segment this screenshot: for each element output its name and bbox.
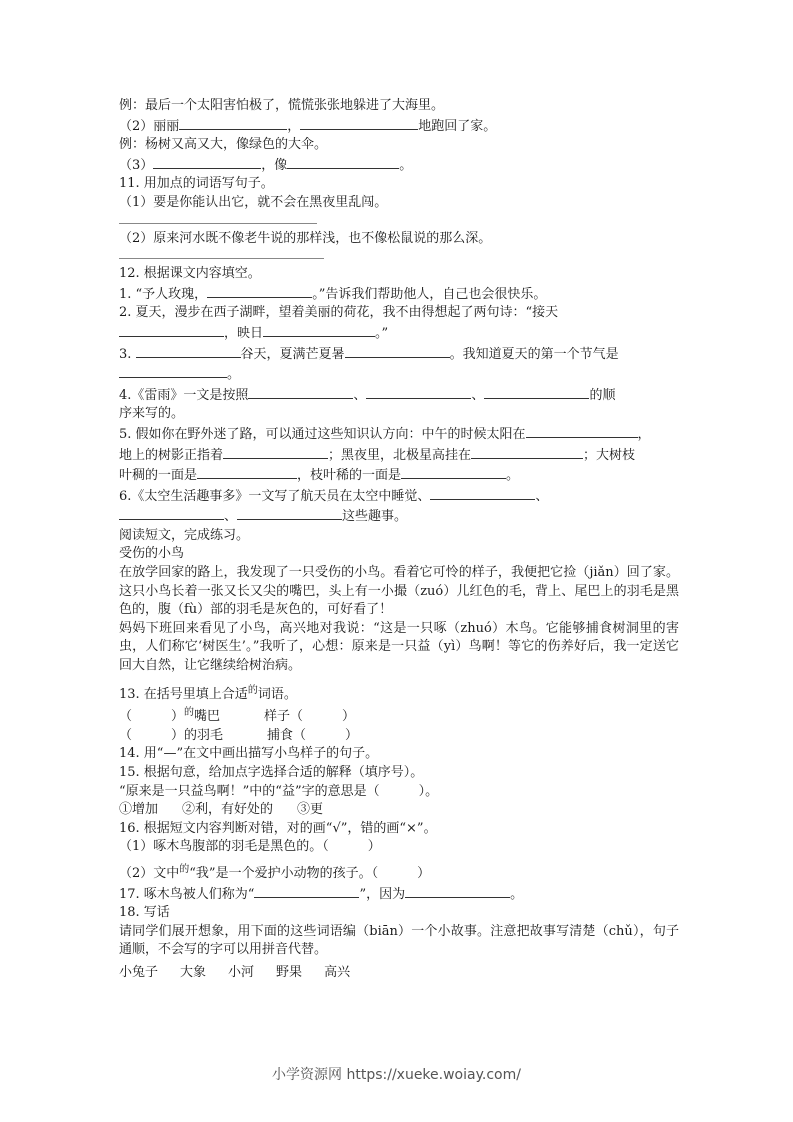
answer-blank[interactable] xyxy=(430,486,535,500)
answer-blank[interactable] xyxy=(207,284,312,298)
answer-blank[interactable] xyxy=(136,344,241,358)
passage-paragraph-1: 在放学回家的路上，我发现了一只受伤的小鸟。看着它可怜的样子，我便把它捡（jiǎn）回了家。这只小鸟长着一张又长又尖的嘴巴，头上有一小撮（zuó）儿红色的毛，背上、尾巴上的羽毛是黑色的，腹（fù）部的羽毛是灰色的，可好看了！ xyxy=(119,565,679,618)
q12-1: 1. “予人玫瑰， 。”告诉我们帮助他人，自己也会很快乐。 xyxy=(119,284,679,305)
option-2: ②利，有好处的 xyxy=(182,802,274,818)
answer-blank[interactable] xyxy=(345,344,450,358)
word-item: 野果 xyxy=(276,964,303,980)
q15-question: “原来是一只益鸟啊！”中的“益”字的意思是（ ）。 xyxy=(119,783,439,799)
q12-5-line3: 叶稠的一面是 ，枝叶稀的一面是 。 xyxy=(119,465,679,486)
answer-line[interactable] xyxy=(119,213,317,224)
q12-2-line2: ，映日 。” xyxy=(119,323,679,344)
q16-item-2: （2）文中$^的$“我”是一个爱护小动物的孩子。（ ） xyxy=(119,863,431,881)
q11-title: 11. 用加点的词语写句子。 xyxy=(119,176,274,192)
q12-6: 6.《太空生活趣事多》一文写了航天员在太空中睡觉、 、 xyxy=(119,486,679,507)
q11-item-2: （2）原来河水既不像老牛说的那样浅，也不像松鼠说的那么深。 xyxy=(119,230,492,246)
answer-blank[interactable] xyxy=(287,155,399,169)
q12-2-line1: 2. 夏天，漫步在西子湖畔，望着美丽的荷花，我不由得想起了两句诗：“接天 xyxy=(119,305,559,321)
q15-title: 15. 根据句意，给加点字选择合适的解释（填序号）。 xyxy=(119,765,424,780)
word-item: 高兴 xyxy=(324,964,351,980)
option-1: ①增加 xyxy=(119,802,159,818)
answer-blank[interactable] xyxy=(366,385,471,399)
q13-row-2: （ ）的羽毛 捕食（ ） xyxy=(119,727,359,743)
answer-blank[interactable] xyxy=(119,323,224,337)
answer-blank[interactable] xyxy=(263,323,375,337)
footer-watermark: 小学资源网 https://xueke.woiay.com/ xyxy=(272,1067,521,1083)
worksheet-page xyxy=(119,97,679,983)
passage-title: 受伤的小鸟 xyxy=(119,546,185,562)
answer-blank[interactable] xyxy=(526,424,638,438)
q12-6-line2: 、 这些趣事。 xyxy=(119,506,679,527)
q12-3-line2: 。 xyxy=(119,364,679,385)
q13-row-1: （ ）$^的$嘴巴 样子（ ） xyxy=(119,707,356,725)
word-item: 小河 xyxy=(228,964,255,980)
answer-blank[interactable] xyxy=(405,884,510,898)
example-sentence-1: 例：最后一个太阳害怕极了，慌慌张张地躲进了大海里。 xyxy=(119,98,445,113)
q16-item-1: （1）啄木鸟腹部的羽毛是黑色的。（ ） xyxy=(119,839,381,855)
q10-item-2: （2）丽丽 ， 地跑回了家。 xyxy=(119,116,679,137)
answer-blank[interactable] xyxy=(119,364,227,378)
q10-item-3: （3） ，像 。 xyxy=(119,155,679,176)
q13-title: 13. 在括号里填上合适$^的$词语。 xyxy=(119,684,297,702)
answer-blank[interactable] xyxy=(197,465,297,479)
q15-options xyxy=(119,801,679,820)
q14-title: 14. 用“—”在文中画出描写小鸟样子的句子。 xyxy=(119,746,379,762)
answer-blank[interactable] xyxy=(237,506,342,520)
q18-title: 18. 写话 xyxy=(119,905,170,921)
q11-item-1: （1）要是你能认出它，就不会在黑夜里乱闯。 xyxy=(119,194,388,210)
word-item: 小兔子 xyxy=(119,964,159,980)
word-item: 大象 xyxy=(180,964,207,980)
answer-blank[interactable] xyxy=(248,385,353,399)
answer-blank[interactable] xyxy=(153,155,261,169)
q17: 17. 啄木鸟被人们称为“ ”，因为 。 xyxy=(119,884,679,905)
option-3: ③更 xyxy=(297,802,324,818)
q12-4: 4.《雷雨》一文是按照 、 、 的顺 xyxy=(119,385,679,406)
answer-blank[interactable] xyxy=(223,445,328,459)
q18-prompt: 请同学们展开想象，用下面的这些词语编（biān）一个小故事。注意把故事写清楚（chǔ），句子通顺，不会写的字可以用拼音代替。 xyxy=(119,923,679,958)
q18-word-list xyxy=(119,964,679,983)
answer-blank[interactable] xyxy=(119,506,224,520)
answer-blank[interactable] xyxy=(484,385,589,399)
q12-4-line2: 序来写的。 xyxy=(119,406,185,422)
q12-5: 5. 假如你在野外迷了路，可以通过这些知识认方向：中午的时候太阳在 ， xyxy=(119,424,679,445)
answer-line[interactable] xyxy=(119,248,324,259)
answer-blank[interactable] xyxy=(471,445,583,459)
passage-paragraph-2: 妈妈下班回来看见了小鸟，高兴地对我说：“这是一只啄（zhuó）木鸟。它能够捕食树洞里的害虫，人们称它‘树医生’。”我听了，心想：原来是一只益（yì）鸟啊！等它的伤养好后，我一定送它回大自然，让它继续给树治病。 xyxy=(119,620,679,674)
answer-blank[interactable] xyxy=(179,116,287,130)
reading-instruction: 阅读短文，完成练习。 xyxy=(119,527,250,543)
q12-title: 12. 根据课文内容填空。 xyxy=(119,266,261,282)
q12-5-line2: 地上的树影正指着 ；黑夜里，北极星高挂在 ；大树枝 xyxy=(119,445,679,466)
example-sentence-2: 例：杨树又高又大，像绿色的大伞。 xyxy=(119,137,328,153)
answer-blank[interactable] xyxy=(300,116,418,130)
q16-title: 16. 根据短文内容判断对错，对的画“√”，错的画“×”。 xyxy=(119,820,437,836)
q12-3: 3. 谷天，夏满芒夏暑 。我知道夏天的第一个节气是 xyxy=(119,344,679,365)
answer-blank[interactable] xyxy=(401,465,506,479)
answer-blank[interactable] xyxy=(254,884,359,898)
